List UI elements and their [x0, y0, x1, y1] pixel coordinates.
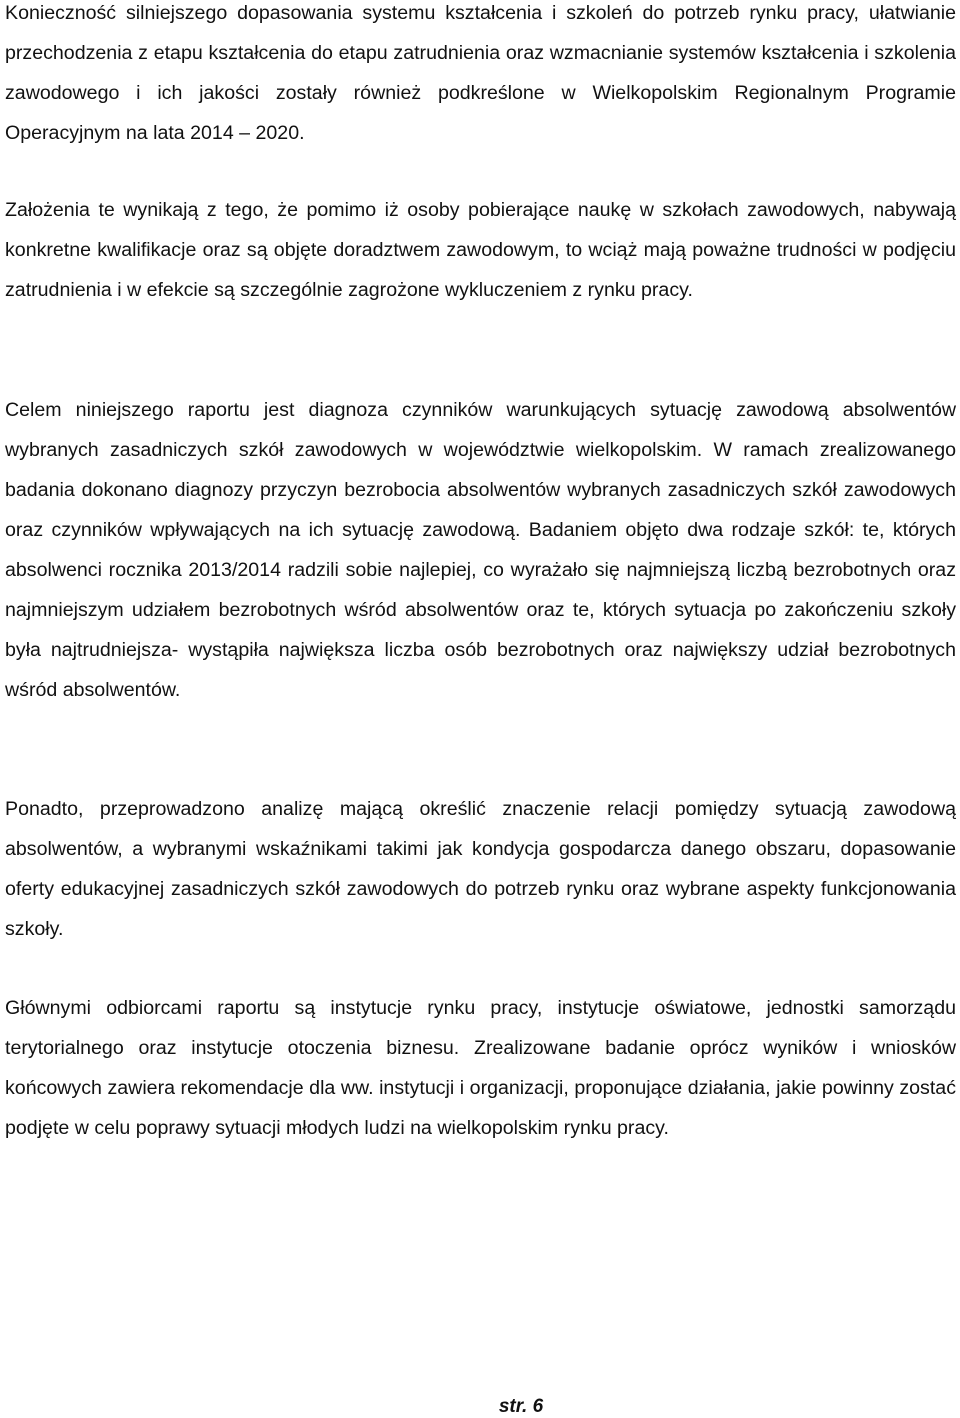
page-footer: [0, 1396, 960, 1418]
paragraph-2: Założenia te wynikają z tego, że pomimo iż osoby pobierające naukę w szkołach zawodowych, nabywają konkretne kwalifikacje oraz są objęte doradztwem zawodowym, to wciąż mają poważne trudności w podjęciu zatrudnienia i w efekcie są szczególnie zagrożone wykluczeniem z rynku pracy.: [5, 199, 956, 301]
paragraph-1: Konieczność silniejszego dopasowania systemu kształcenia i szkoleń do potrzeb rynku pracy, ułatwianie przechodzenia z etapu kształcenia do etapu zatrudnienia oraz wzmacnianie systemów kształcenia i szkolenia zawodowego i ich jakości zostały również podkreślone w Wielkopolskim Regionalnym Programie Operacyjnym na lata 2014 – 2020.: [5, 2, 956, 144]
paragraph-4: Ponadto, przeprowadzono analizę mającą określić znaczenie relacji pomiędzy sytuacją zawodową absolwentów, a wybranymi wskaźnikami takimi jak kondycja gospodarcza danego obszaru, dopasowanie oferty edukacyjnej zasadniczych szkół zawodowych do potrzeb rynku oraz wybrane aspekty funkcjonowania szkoły.: [5, 798, 956, 940]
page-number: str. 6: [498, 1396, 544, 1417]
paragraph-3: Celem niniejszego raportu jest diagnoza czynników warunkujących sytuację zawodową absolwentów wybranych zasadniczych szkół zawodowych w województwie wielkopolskim. W ramach zrealizowanego badania dokonano diagnozy przyczyn bezrobocia absolwentów wybranych zasadniczych szkół zawodowych oraz czynników wpływających na ich sytuację zawodową. Badaniem objęto dwa rodzaje szkół: te, których absolwenci rocznika 2013/2014 radzili sobie najlepiej, co wyrażało się najmniejszą liczbą bezrobotnych oraz najmniejszym udziałem bezrobotnych wśród absolwentów oraz te, których sytuacja po zakończeniu szkoły była najtrudniejsza- wystąpiła największa liczba osób bezrobotnych oraz największy udział bezrobotnych wśród absolwentów.: [5, 399, 956, 701]
paragraph-5: Głównymi odbiorcami raportu są instytucje rynku pracy, instytucje oświatowe, jednostki samorządu terytorialnego oraz instytucje otoczenia biznesu. Zrealizowane badanie oprócz wyników i wniosków końcowych zawiera rekomendacje dla ww. instytucji i organizacji, proponujące działania, jakie powinny zostać podjęte w celu poprawy sytuacji młodych ludzi na wielkopolskim rynku pracy.: [5, 997, 956, 1139]
